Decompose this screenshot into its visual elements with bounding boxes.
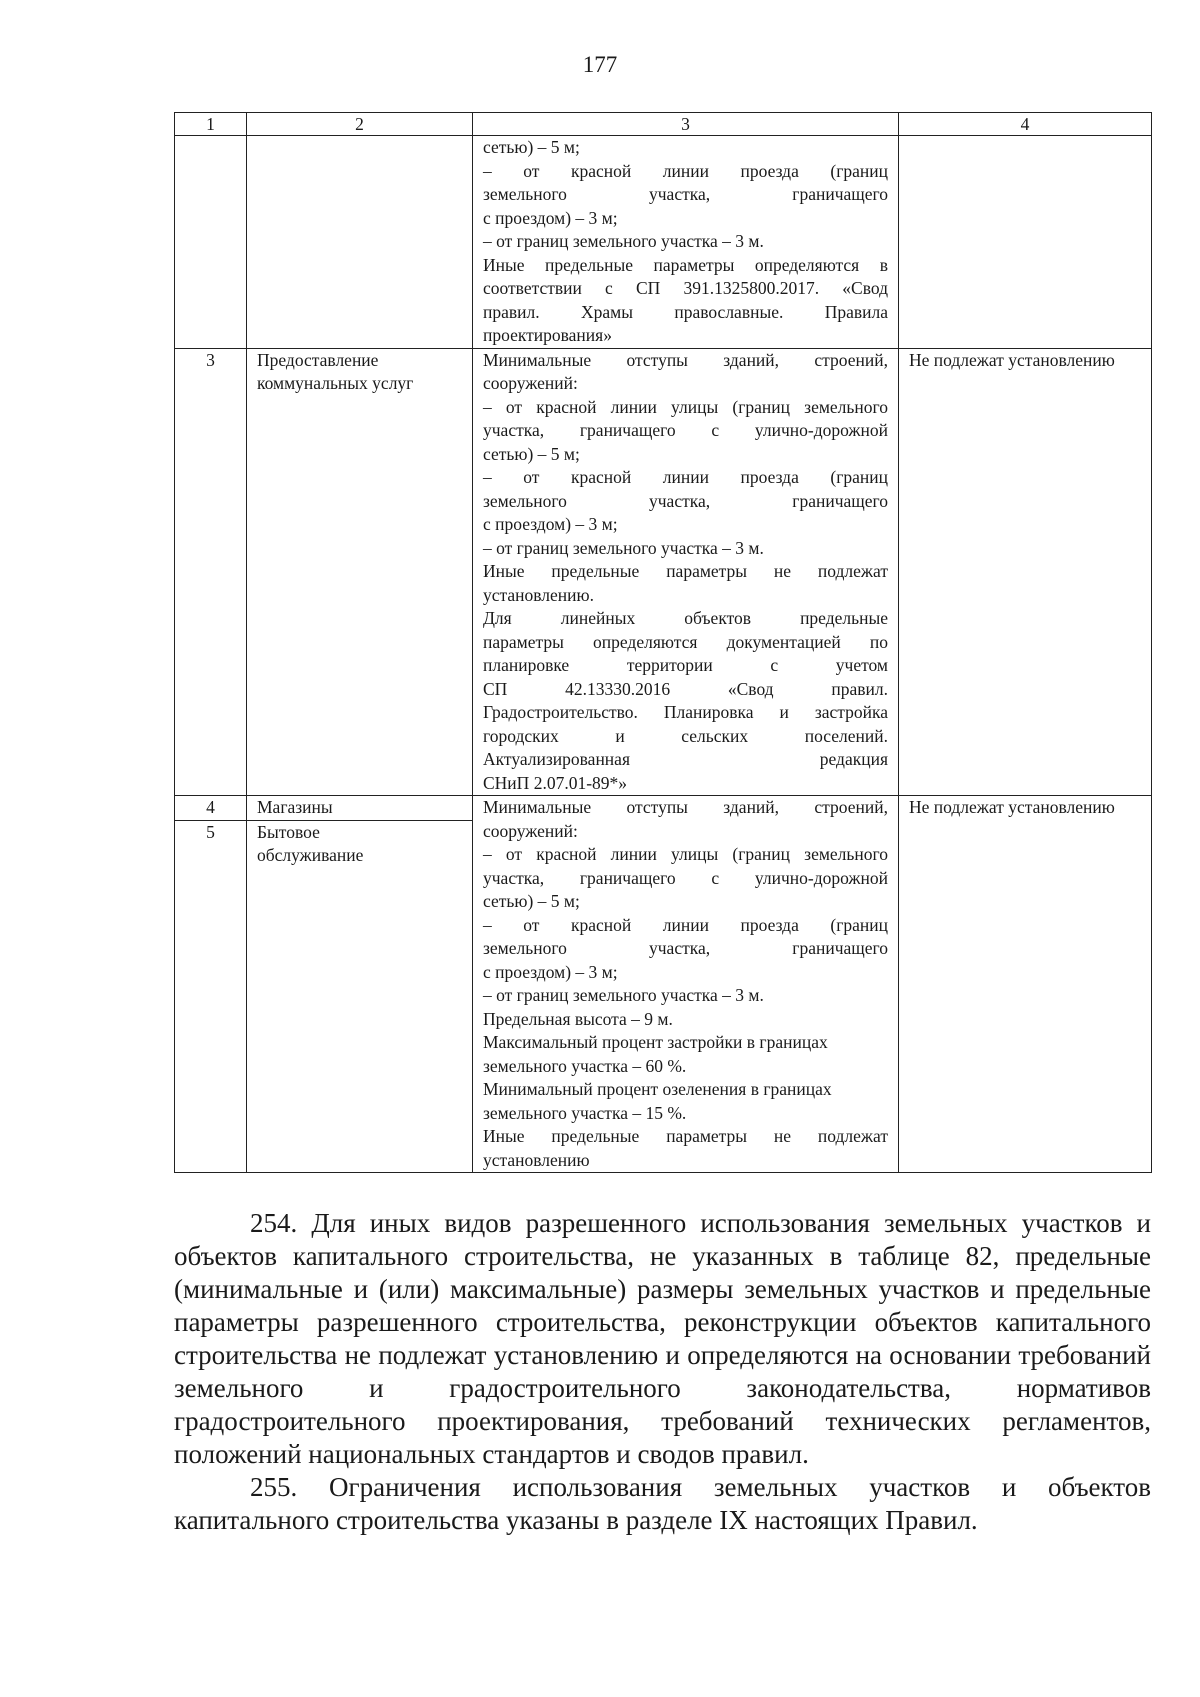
table-row [175, 796, 1152, 821]
param-line: – от красной линии проезда (границ [483, 914, 888, 935]
row-number: 3 [175, 348, 247, 796]
param-line: с проездом) – 3 м; [483, 514, 618, 534]
param-line: сетью) – 5 м; [483, 891, 580, 911]
params-cell [473, 136, 899, 349]
param-line: Иные предельные параметры не подлежат [483, 561, 888, 581]
param-line: Минимальный процент озеленения в границах [483, 1079, 832, 1099]
body-text [174, 1207, 1151, 1537]
param-line: земельного участка, граничащего [483, 938, 888, 958]
param-line: земельного участка, граничащего [483, 490, 888, 511]
param-line: – от красной линии проезда (границ [483, 467, 888, 487]
param-line: Иные предельные параметры не подлежат [483, 1126, 888, 1146]
param-line: – от границ земельного участка – 3 м. [483, 231, 764, 251]
header-col-2: 2 [247, 113, 473, 136]
param-line: – от красной линии улицы (границ земельного [483, 396, 888, 417]
param-line: правил. Храмы православные. Правила [483, 301, 888, 322]
param-line: – от границ земельного участка – 3 м. [483, 537, 764, 558]
page-number: 177 [582, 52, 618, 77]
param-line: сооружений: [483, 820, 578, 841]
row-name [247, 348, 473, 796]
row-name: Магазины [247, 796, 473, 821]
param-line: планировке территории с учетом [483, 655, 888, 675]
param-line: – от границ земельного участка – 3 м. [483, 985, 764, 1005]
header-col-1: 1 [175, 113, 247, 136]
param-line: сетью) – 5 м; [483, 137, 580, 157]
param-line: Минимальные отступы зданий, строений, [483, 797, 888, 817]
param-line: городских и сельских поселений. [483, 725, 888, 746]
param-line: установлению. [483, 584, 594, 605]
table-row [175, 348, 1152, 796]
param-line: СНиП 2.07.01-89*» [483, 772, 628, 793]
paragraph-255: 255. Ограничения использования земельных участков и объектов капитального строительства указаны в разделе IX настоящих Правил. [174, 1472, 1151, 1535]
row-number: 5 [175, 820, 247, 1173]
param-line: земельного участка, граничащего [483, 184, 888, 204]
param-line: Актуализированная редакция [483, 749, 888, 769]
param-line: земельного участка – 15 %. [483, 1102, 687, 1123]
param-line: СП 42.13330.2016 «Свод правил. [483, 678, 888, 699]
param-line: проектирования» [483, 325, 612, 345]
table-header-row [175, 113, 1152, 136]
param-line: Для линейных объектов предельные [483, 608, 888, 628]
param-line: с проездом) – 3 м; [483, 961, 618, 982]
param-line: земельного участка – 60 %. [483, 1055, 687, 1076]
name-line: коммунальных услуг [257, 373, 414, 393]
param-line: с проездом) – 3 м; [483, 207, 618, 228]
param-line: участка, граничащего с улично-дорожной [483, 867, 888, 888]
table-row-continuation [175, 136, 1152, 349]
param-line: Минимальные отступы зданий, строений, [483, 349, 888, 370]
limits-cell: Не подлежат установлению [899, 348, 1152, 796]
row-name [247, 820, 473, 1173]
paragraph-254: 254. Для иных видов разрешенного использования земельных участков и объектов капитального строительства, не указанных в таблице 82, предельные (минимальные и (или) максимальные) размеры земельных участков и предельные параметры разрешенного строительства, реконструкции объектов капитального строительства не подлежат установлению и определяются на основании требований земельного и градостроительного законодательства, нормативов градостроительного проектирования, требований технических регламентов, положений национальных стандартов и сводов правил. [174, 1208, 1151, 1469]
param-line: Иные предельные параметры определяются в [483, 254, 888, 275]
param-line: Градостроительство. Планировка и застройка [483, 702, 888, 722]
params-cell [473, 796, 899, 1173]
limits-cell: Не подлежат установлению [899, 796, 1152, 1173]
param-line: соответствии с СП 391.1325800.2017. «Свод [483, 278, 888, 298]
param-line: участка, граничащего с улично-дорожной [483, 420, 888, 440]
param-line: – от красной линии улицы (границ земельного [483, 844, 888, 864]
param-line: сетью) – 5 м; [483, 443, 580, 464]
params-cell [473, 348, 899, 796]
param-line: Предельная высота – 9 м. [483, 1008, 673, 1029]
param-line: – от красной линии проезда (границ [483, 160, 888, 181]
param-line: сооружений: [483, 373, 578, 393]
param-line: Максимальный процент застройки в границах [483, 1032, 828, 1052]
row-number: 4 [175, 796, 247, 821]
name-line: обслуживание [257, 845, 364, 865]
name-line: Предоставление [257, 349, 379, 370]
name-line: Бытовое [257, 821, 320, 842]
header-col-3: 3 [473, 113, 899, 136]
param-line: параметры определяются документацией по [483, 631, 888, 652]
regulations-table [174, 112, 1152, 1173]
header-col-4: 4 [899, 113, 1152, 136]
param-line: установлению [483, 1149, 590, 1170]
